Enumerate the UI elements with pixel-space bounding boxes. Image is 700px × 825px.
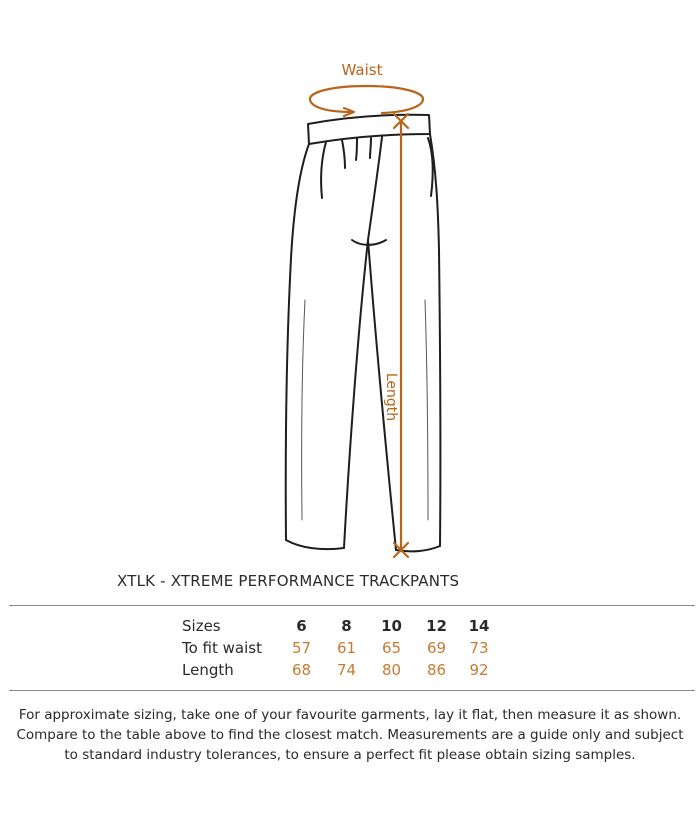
waist-row <box>175 637 499 659</box>
size-header-label: Sizes <box>182 617 221 635</box>
length-value-cell: 92 <box>469 661 489 679</box>
size-cell: 12 <box>426 617 447 635</box>
length-row-label: Length <box>182 661 234 679</box>
waist-value-cell: 73 <box>469 639 489 657</box>
bottom-divider <box>9 690 695 691</box>
waist-row-label: To fit waist <box>182 639 262 657</box>
length-value-cell: 86 <box>426 661 447 679</box>
trackpants-outline <box>286 115 441 552</box>
waist-value-cell: 65 <box>381 639 402 657</box>
top-divider <box>9 605 695 606</box>
size-cell: 8 <box>341 617 352 635</box>
waist-value-cell: 61 <box>336 639 357 657</box>
size-header-row <box>175 615 499 637</box>
size-cell: 10 <box>381 617 402 635</box>
length-value-cell: 74 <box>336 661 357 679</box>
waist-value-cell: 57 <box>291 639 312 657</box>
length-value-cell: 68 <box>291 661 312 679</box>
waist-measure-loop <box>310 86 423 116</box>
size-cell: 14 <box>468 617 490 635</box>
waist-value-cell: 69 <box>426 639 447 657</box>
waist-label: Waist <box>341 61 383 79</box>
length-measure-line <box>394 114 408 557</box>
size-chart-table <box>175 615 499 681</box>
length-row <box>175 659 499 681</box>
sizing-note: For approximate sizing, take one of your favourite garments, lay it flat, then measure it as shown. Compare to the table above to find the closest match. Measurements are a guide only and subject to standard industry tolerances, to ensure a perfect fit please obtain sizing samples. <box>16 707 684 763</box>
length-value-cell: 80 <box>381 661 402 679</box>
size-cell: 6 <box>296 617 307 635</box>
product-title: XTLK - XTREME PERFORMANCE TRACKPANTS <box>117 572 460 590</box>
length-label: Length <box>383 372 399 422</box>
